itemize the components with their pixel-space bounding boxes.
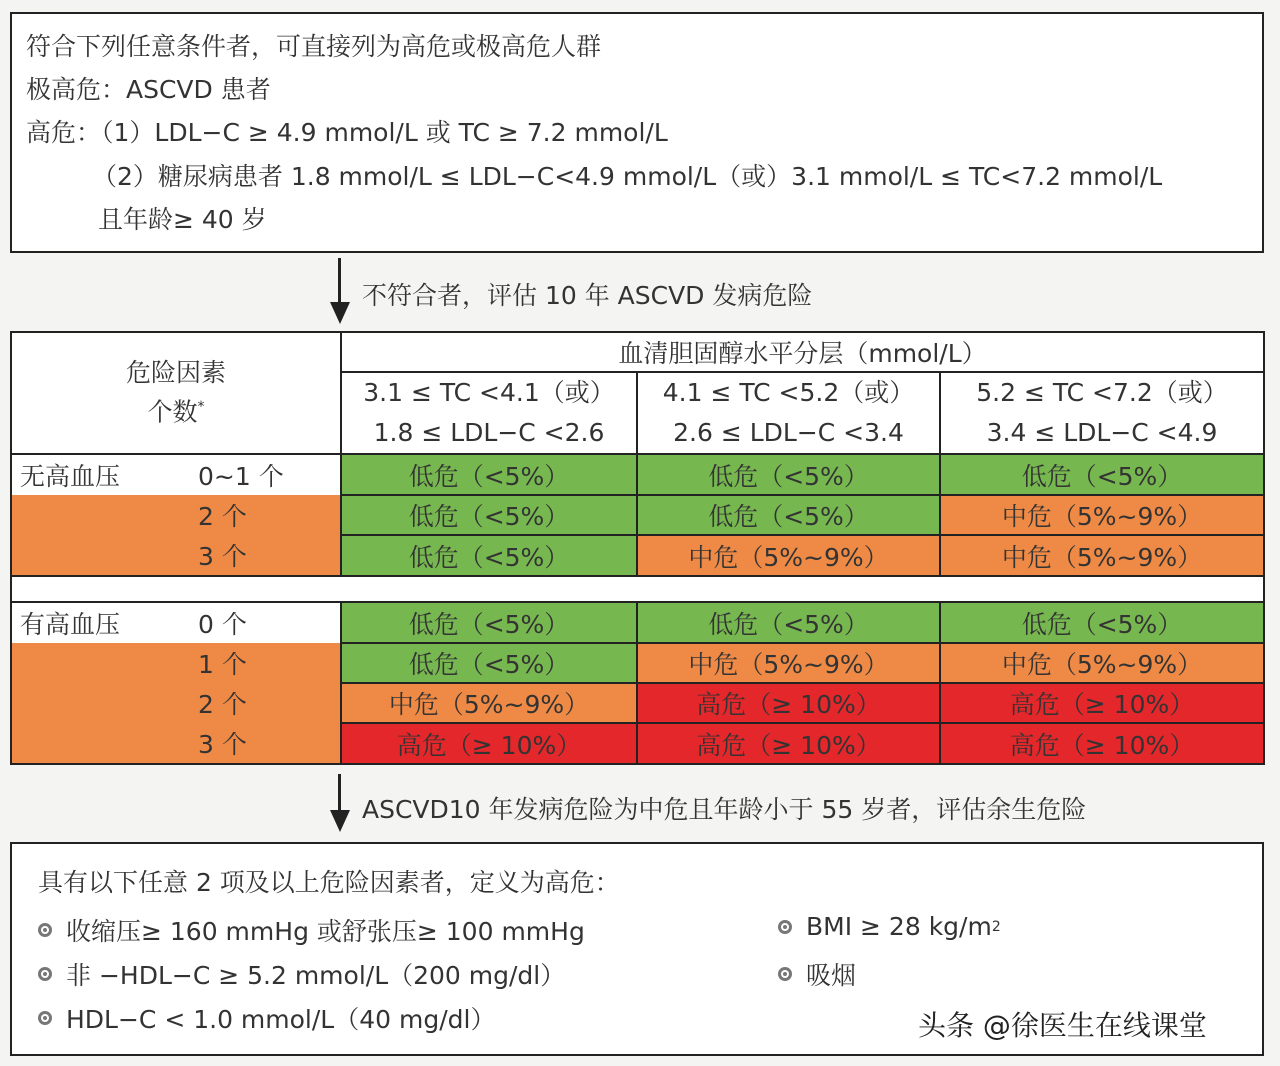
risk-cell: 低危（<5%） <box>940 602 1264 643</box>
risk-cell: 低危（<5%） <box>341 495 637 535</box>
table-row <box>11 535 1264 576</box>
risk-factor-item: 吸烟 <box>778 956 856 992</box>
risk-cell: 中危（5%~9%） <box>637 643 940 683</box>
bullet-icon <box>778 967 792 981</box>
risk-cell: 高危（≥ 10%） <box>637 683 940 723</box>
risk-factor-header-line2: 个数 <box>147 397 198 427</box>
risk-count: 2 个 <box>198 690 247 719</box>
risk-cell: 中危（5%~9%） <box>341 683 637 723</box>
criteria-high-risk-2: （2）糖尿病患者 1.8 mmol/L ≤ LDL−C<4.9 mmol/L（或）3.1 mmol/L ≤ TC<7.2 mmol/L <box>92 162 1163 191</box>
risk-cell: 中危（5%~9%） <box>637 535 940 576</box>
watermark: 头条 @徐医生在线课堂 <box>918 1009 1207 1042</box>
assess-lifetime-risk-text: ASCVD10 年发病危险为中危且年龄小于 55 岁者，评估余生危险 <box>362 795 1087 824</box>
risk-cell: 高危（≥ 10%） <box>637 723 940 764</box>
risk-cell: 中危（5%~9%） <box>940 495 1264 535</box>
down-arrow-icon <box>330 774 350 834</box>
lifetime-risk-title: 具有以下任意 2 项及以上危险因素者，定义为高危： <box>38 868 620 897</box>
table-spacer <box>11 576 1264 602</box>
risk-cell: 低危（<5%） <box>637 495 940 535</box>
risk-stratification-table <box>10 331 1265 765</box>
risk-cell: 高危（≥ 10%） <box>341 723 637 764</box>
criteria-title: 符合下列任意条件者，可直接列为高危或极高危人群 <box>26 32 602 61</box>
risk-cell: 高危（≥ 10%） <box>940 723 1264 764</box>
criteria-very-high-risk: 极高危：ASCVD 患者 <box>26 75 271 104</box>
table-row <box>11 683 1264 723</box>
bullet-icon <box>778 920 792 934</box>
group-hypertension: 有高血压 <box>20 610 121 639</box>
risk-cell: 中危（5%~9%） <box>940 643 1264 683</box>
risk-count: 2 个 <box>198 502 247 531</box>
risk-cell: 低危（<5%） <box>341 643 637 683</box>
footnote-mark: * <box>197 399 205 416</box>
risk-cell: 低危（<5%） <box>341 602 637 643</box>
risk-count: 3 个 <box>198 730 247 759</box>
bullet-icon <box>38 1011 52 1025</box>
risk-factor-item: HDL−C < 1.0 mmol/L（40 mg/dl） <box>38 1000 495 1036</box>
risk-cell: 低危（<5%） <box>940 454 1264 495</box>
risk-factor-item: 收缩压≥ 160 mmHg 或舒张压≥ 100 mmHg <box>38 912 585 948</box>
risk-cell: 高危（≥ 10%） <box>940 683 1264 723</box>
risk-cell: 中危（5%~9%） <box>940 535 1264 576</box>
risk-count: 0 个 <box>198 610 247 639</box>
risk-factor-header-line1: 危险因素 <box>125 358 226 388</box>
risk-cell: 低危（<5%） <box>637 602 940 643</box>
criteria-high-risk-1: 高危：（1）LDL−C ≥ 4.9 mmol/L 或 TC ≥ 7.2 mmol/L <box>26 118 668 147</box>
table-row <box>11 495 1264 535</box>
risk-count: 1 个 <box>198 650 247 679</box>
column-header-1: 3.1 ≤ TC <4.1（或） 1.8 ≤ LDL−C <2.6 <box>341 372 637 454</box>
assess-10-year-risk-text: 不符合者，评估 10 年 ASCVD 发病危险 <box>362 281 813 310</box>
cholesterol-strata-header: 血清胆固醇水平分层（mmol/L） <box>341 332 1264 372</box>
column-header-3: 5.2 ≤ TC <7.2（或） 3.4 ≤ LDL−C <4.9 <box>940 372 1264 454</box>
table-row <box>11 643 1264 683</box>
column-header-2: 4.1 ≤ TC <5.2（或） 2.6 ≤ LDL−C <3.4 <box>637 372 940 454</box>
risk-factor-count-header <box>11 332 341 454</box>
table-row <box>11 602 1264 643</box>
table-row <box>11 723 1264 764</box>
risk-count: 0~1 个 <box>198 462 284 491</box>
criteria-age: 且年龄≥ 40 岁 <box>98 205 267 234</box>
bullet-icon <box>38 967 52 981</box>
risk-count: 3 个 <box>198 542 247 571</box>
down-arrow-icon <box>330 258 350 326</box>
direct-criteria-box <box>10 12 1264 253</box>
risk-cell: 低危（<5%） <box>637 454 940 495</box>
bullet-icon <box>38 923 52 937</box>
risk-factor-item: BMI ≥ 28 kg/m 2 <box>778 912 1001 941</box>
risk-cell: 低危（<5%） <box>341 454 637 495</box>
risk-factor-item: 非 −HDL−C ≥ 5.2 mmol/L（200 mg/dl） <box>38 956 565 992</box>
table-row <box>11 454 1264 495</box>
risk-cell: 低危（<5%） <box>341 535 637 576</box>
group-no-hypertension: 无高血压 <box>20 462 121 491</box>
